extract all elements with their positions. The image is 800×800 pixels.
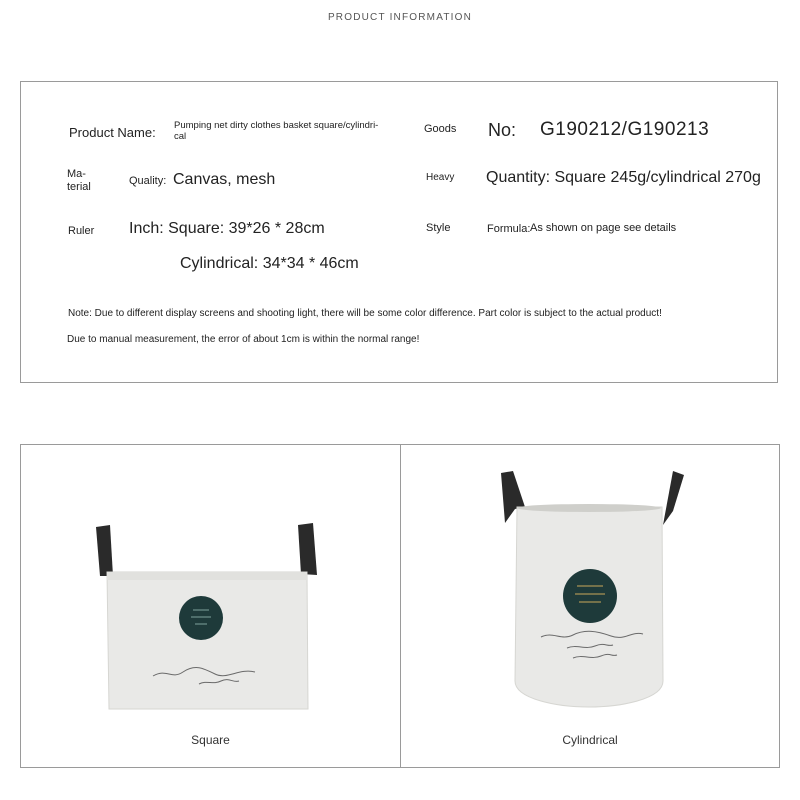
cylindrical-photo-panel [400, 444, 780, 768]
square-caption: Square [191, 733, 230, 747]
heavy-label: Heavy [426, 172, 455, 183]
goods-number: G190212/G190213 [540, 119, 710, 140]
product-name-value-line1: Pumping net dirty clothes basket square/cylindri- [174, 120, 379, 131]
formula-label: Formula: [487, 223, 531, 235]
cylinder-basket-emblem [563, 569, 617, 623]
product-name-label: Product Name: [69, 125, 156, 140]
cylinder-basket-rim [517, 504, 661, 512]
goods-label: Goods [424, 123, 457, 135]
square-basket-emblem [179, 596, 223, 640]
square-basket-rim [107, 572, 307, 580]
square-right-handle [298, 523, 317, 575]
cylindrical-dimensions: Cylindrical: 34*34 * 46cm [180, 255, 359, 272]
style-label: Style [426, 222, 451, 234]
square-basket-body [107, 572, 308, 709]
square-photo-panel [20, 444, 401, 768]
quality-value: Canvas, mesh [173, 171, 276, 188]
square-left-handle [96, 525, 113, 576]
quantity-text: Quantity: Square 245g/cylindrical 270g [486, 169, 761, 186]
no-label: No: [488, 120, 517, 140]
ruler-label: Ruler [68, 225, 95, 237]
formula-value: As shown on page see details [530, 222, 677, 234]
material-label-line1: Ma- [67, 168, 86, 180]
product-info-box [20, 81, 778, 383]
product-name-value-line2: cal [174, 131, 187, 142]
square-basket-image [21, 445, 400, 767]
note-color-difference: Note: Due to different display screens and shooting light, there will be some color difference. Part color is subject to the actual product! [68, 308, 662, 319]
quality-label: Quality: [129, 175, 167, 187]
cylinder-right-handle [663, 471, 684, 525]
note-measurement-error: Due to manual measurement, the error of about 1cm is within the normal range! [67, 334, 420, 345]
material-label-line2: terial [67, 181, 91, 193]
cylindrical-caption: Cylindrical [562, 733, 618, 747]
inch-dimensions: Inch: Square: 39*26 * 28cm [129, 220, 325, 237]
cylindrical-basket-image [401, 445, 779, 767]
page-title: PRODUCT INFORMATION [327, 12, 473, 23]
product-photos [20, 444, 780, 768]
